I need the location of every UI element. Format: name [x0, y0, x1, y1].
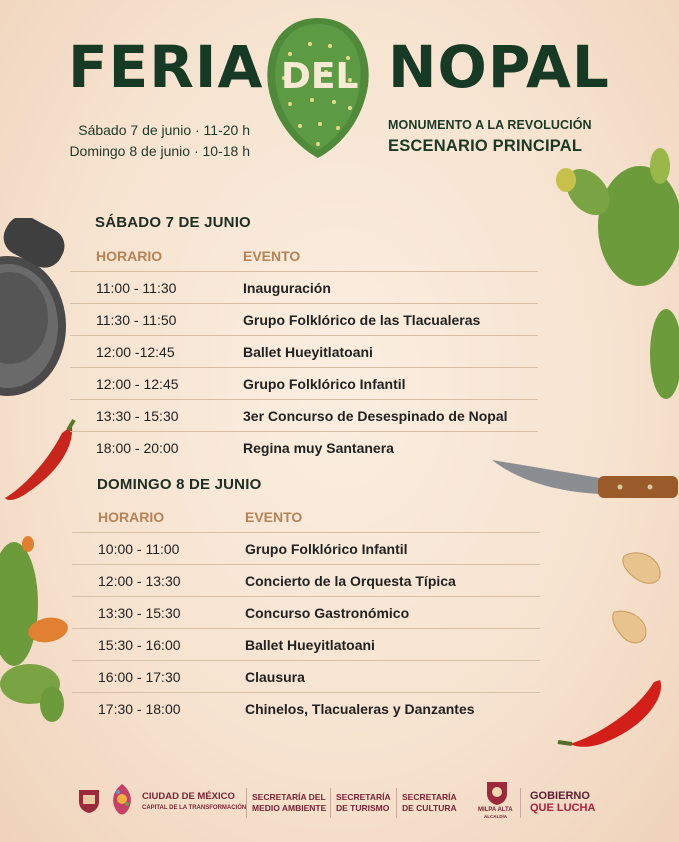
- time-cell: 13:30 - 15:30: [96, 407, 179, 424]
- title-del: DEL: [281, 56, 359, 97]
- divider: [396, 788, 397, 818]
- milpa-alta-label: ALCALDÍA: [484, 814, 507, 819]
- column-header-event: EVENTO: [245, 508, 303, 525]
- time-cell: 11:30 - 11:50: [96, 311, 177, 328]
- turismo-line2: DE TURISMO: [336, 803, 390, 813]
- table-row: [72, 565, 540, 597]
- cultura-line1: SECRETARÍA: [402, 792, 457, 802]
- event-dates: [68, 120, 250, 162]
- divider: [246, 788, 247, 818]
- venue: [388, 118, 592, 156]
- sunday-schedule-table: [72, 501, 540, 724]
- cdmx-flower-logo-icon: [108, 782, 136, 818]
- table-row: [70, 432, 538, 463]
- event-cell: Ballet Hueyitlatoani: [245, 636, 375, 653]
- time-cell: 17:30 - 18:00: [98, 700, 181, 717]
- time-cell: 11:00 - 11:30: [96, 279, 177, 296]
- event-cell: Grupo Folklórico de las Tlacualeras: [243, 311, 481, 328]
- event-cell: Inauguración: [243, 279, 331, 296]
- chili-pepper-icon: [556, 676, 668, 754]
- title-feria: FERIA: [68, 33, 264, 101]
- table-header-row: [70, 240, 538, 272]
- garlic-icon: [608, 606, 654, 648]
- cultura-line2: DE CULTURA: [402, 803, 457, 813]
- time-cell: 18:00 - 20:00: [96, 439, 179, 456]
- table-header-row: [72, 501, 540, 533]
- table-row: [72, 629, 540, 661]
- prickly-pear-cactus-icon: [548, 144, 679, 404]
- table-row: [72, 597, 540, 629]
- event-cell: Ballet Hueyitlatoani: [243, 343, 373, 360]
- sedema-line1: SECRETARÍA DEL: [252, 792, 326, 802]
- event-cell: Regina muy Santanera: [243, 439, 394, 456]
- column-header-event: EVENTO: [243, 247, 301, 264]
- table-row: [72, 533, 540, 565]
- sunday-title: DOMINGO 8 DE JUNIO: [97, 476, 262, 493]
- molcajete-icon: [0, 218, 70, 428]
- event-cell: Grupo Folklórico Infantil: [245, 540, 408, 557]
- table-row: [70, 400, 538, 432]
- table-row: [70, 304, 538, 336]
- chili-pepper-icon: [2, 418, 80, 506]
- venue-name: MONUMENTO A LA REVOLUCIÓN: [388, 118, 592, 132]
- event-cell: Concurso Gastronómico: [245, 604, 410, 621]
- milpa-alta-name: MILPA ALTA: [478, 807, 513, 813]
- time-cell: 12:00 - 13:30: [98, 572, 181, 589]
- event-cell: 3er Concurso de Desespinado de Nopal: [243, 407, 508, 424]
- event-cell: Grupo Folklórico Infantil: [243, 375, 406, 392]
- sedema-line2: MEDIO AMBIENTE: [252, 803, 327, 813]
- event-cell: Clausura: [245, 668, 305, 685]
- divider: [520, 788, 521, 818]
- milpa-alta-shield-icon: [485, 780, 509, 806]
- cdmx-tagline: CAPITAL DE LA TRANSFORMACIÓN: [142, 805, 247, 811]
- time-cell: 12:00 - 12:45: [96, 375, 179, 392]
- gobierno-line1: GOBIERNO: [530, 790, 590, 802]
- column-header-time: HORARIO: [98, 508, 165, 525]
- table-row: [72, 693, 540, 724]
- prickly-pear-cactus-icon: [0, 534, 78, 734]
- divider: [330, 788, 331, 818]
- saturday-title: SÁBADO 7 DE JUNIO: [95, 214, 251, 231]
- cdmx-name: CIUDAD DE MÉXICO: [142, 791, 235, 802]
- column-header-time: HORARIO: [96, 247, 163, 264]
- event-cell: Concierto de la Orquesta Típica: [245, 572, 456, 589]
- turismo-line1: SECRETARÍA: [336, 792, 391, 802]
- saturday-schedule-table: [70, 240, 538, 463]
- table-row: [72, 661, 540, 693]
- date-saturday: Sábado 7 de junio · 11-20 h: [78, 122, 250, 138]
- cdmx-shield-icon: [77, 788, 101, 814]
- gobierno-line2: QUE LUCHA: [530, 802, 596, 814]
- table-row: [70, 368, 538, 400]
- time-cell: 12:00 -12:45: [96, 343, 175, 360]
- time-cell: 10:00 - 11:00: [98, 540, 180, 557]
- garlic-icon: [618, 546, 668, 588]
- date-sunday: Domingo 8 de junio · 10-18 h: [69, 143, 250, 159]
- table-row: [70, 272, 538, 304]
- time-cell: 15:30 - 16:00: [98, 636, 181, 653]
- sponsor-footer: [0, 778, 679, 828]
- event-cell: Chinelos, Tlacualeras y Danzantes: [245, 700, 475, 717]
- time-cell: 13:30 - 15:30: [98, 604, 181, 621]
- time-cell: 16:00 - 17:30: [98, 668, 181, 685]
- venue-stage: ESCENARIO PRINCIPAL: [388, 137, 583, 155]
- table-row: [70, 336, 538, 368]
- title-nopal: NOPAL: [388, 33, 610, 101]
